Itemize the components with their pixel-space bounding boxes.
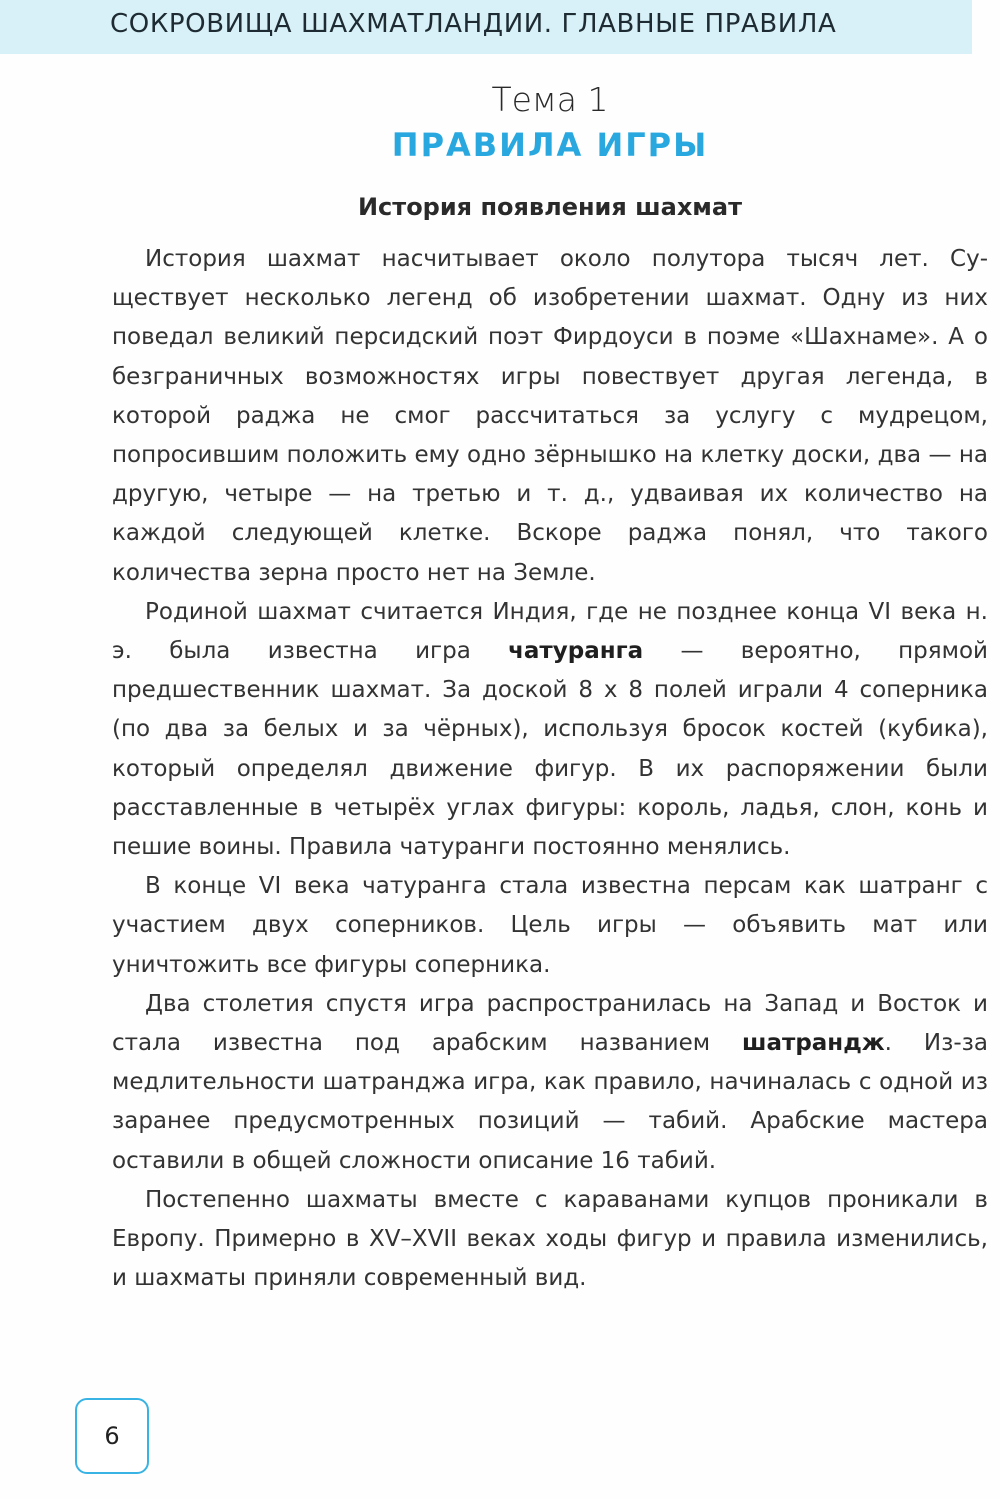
page-number-label: 6 [104, 1422, 120, 1450]
text-run: Постепенно шахматы вместе с караванами купцов проникали в Европу. Примерно в XV–XVII веках ходы фигур и правила изменились, и шахматы приняли современный вид. [112, 1186, 988, 1292]
paragraph [112, 985, 988, 1181]
text-run: Два столетия спустя игра распространилась на Запад и Восток и стала известна под арабским названием [112, 990, 988, 1057]
section-heading: История появления шахмат [357, 193, 743, 221]
paragraph [112, 593, 988, 867]
text-run: Родиной шахмат считается Индия, где не позднее конца VI века н. э. была известна игра [112, 598, 988, 665]
topic-title: ПРАВИЛА ИГРЫ [391, 126, 709, 164]
body-text [112, 240, 988, 1298]
text-run: . Из-за медлительности шатранджа игра, как правило, начиналась с одной из заранее предусмотренных позиций — табий. Арабские мастера оставили в общей сложности описание 16 табий. [112, 1030, 988, 1174]
paragraph [112, 867, 988, 985]
bold-term: шатрандж [742, 1030, 885, 1057]
topic-number: Тема 1 [491, 80, 609, 119]
text-run: В конце VI века чатуранга стала известна персам как шатранг с участием двух соперников. Цель игры — объявить мат или уничтожить все фигуры соперника. [112, 873, 988, 978]
running-header-band [0, 0, 972, 54]
text-run: История шахмат насчитывает около полутора тысяч лет. Существует несколько легенд об изобретении шахмат. Одну из них поведал великий персидский поэт Фирдоуси в поэме «Шахнаме». А о безграничных возможностях игры повествует другая легенда, в которой раджа не смог рассчитаться за услугу с мудрецом, попросившим положить ему одно зёрнышко на клетку доски, два — на другую, четыре — на третью и т. д., удваивая их количество на каждой следующей клетке. Вскоре раджа понял, что такого количества зерна просто нет на Земле. [112, 246, 988, 586]
paragraph [112, 240, 988, 593]
paragraph [112, 1181, 988, 1299]
running-header-title: СОКРОВИЩА ШАХМАТЛАНДИИ. ГЛАВНЫЕ ПРАВИЛА [110, 9, 837, 39]
bold-term: чатуранга [508, 638, 644, 665]
page-number [75, 1398, 149, 1474]
text-run: — вероятно, прямой предшественник шахмат. За доской 8 х 8 полей играли 4 соперника (по два за белых и за чёрных), используя бросок костей (кубика), который определял движение фигур. В их распоряжении были расставленные в четырёх углах фигуры: король, ладья, слон, конь и пешие воины. Правила чатуранги постоянно менялись. [112, 638, 988, 861]
